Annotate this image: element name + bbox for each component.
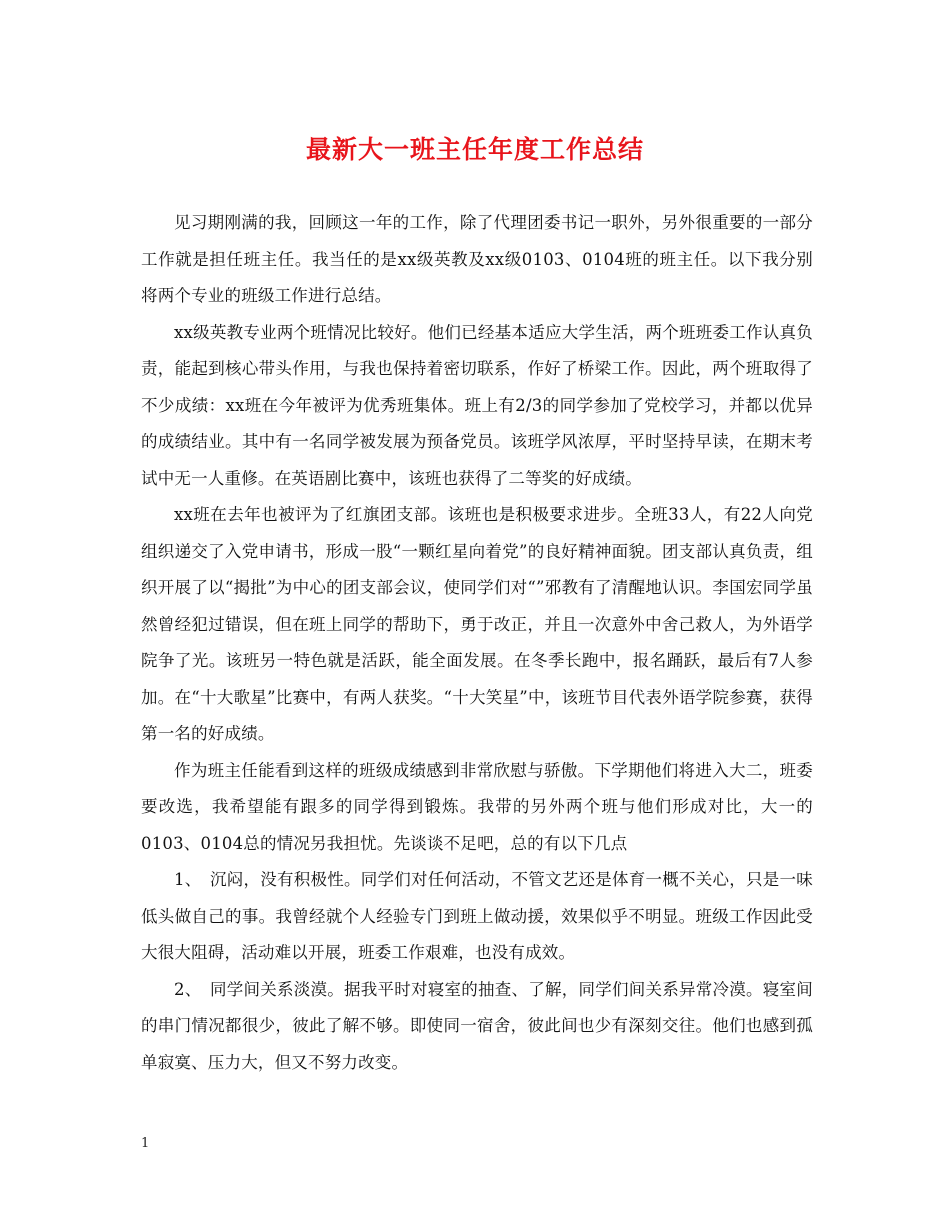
paragraph-4: 作为班主任能看到这样的班级成绩感到非常欣慰与骄傲。下学期他们将进入大二，班委要改选，我希望能有跟多的同学得到锻炼。我带的另外两个班与他们形成对比，大一的0103、0104总的情况另我担忧。先谈谈不足吧，总的有以下几点 xyxy=(141,760,813,853)
paragraph-3: xx班在去年也被评为了红旗团支部。该班也是积极要求进步。全班33人，有22人向党组织递交了入党申请书，形成一股“一颗红星向着党”的良好精神面貌。团支部认真负责，组织开展了以“揭批”为中心的团支部会议，使同学们对“”邪教有了清醒地认识。李国宏同学虽然曾经犯过错误，但在班上同学的帮助下，勇于改正，并且一次意外中舍己救人，为外语学院争了光。该班另一特色就是活跃，能全面发展。在冬季长跑中，报名踊跃，最后有7人参加。在“十大歌星”比赛中，有两人获奖。“十大笑星”中，该班节目代表外语学院参赛，获得第一名的好成绩。 xyxy=(141,505,813,743)
document-body xyxy=(141,205,813,1081)
document-title: 最新大一班主任年度工作总结 xyxy=(305,135,644,164)
paragraph-1: 见习期刚满的我，回顾这一年的工作，除了代理团委书记一职外，另外很重要的一部分工作就是担任班主任。我当任的是xx级英教及xx级0103、0104班的班主任。以下我分别将两个专业的班级工作进行总结。 xyxy=(141,213,813,305)
paragraph-5: 1、 沉闷，没有积极性。同学们对任何活动，不管文艺还是体育一概不关心，只是一味低头做自己的事。我曾经就个人经验专门到班上做动援，效果似乎不明显。班级工作因此受大很大阻碍，活动难以开展，班委工作艰难，也没有成效。 xyxy=(141,870,813,962)
page-number: 1 xyxy=(141,1136,150,1151)
paragraph-6: 2、 同学间关系淡漠。据我平时对寝室的抽查、了解，同学们间关系异常冷漠。寝室间的串门情况都很少，彼此了解不够。即使同一宿舍，彼此间也少有深刻交往。他们也感到孤单寂寞、压力大，但又不努力改变。 xyxy=(141,979,813,1072)
paragraph-2: xx级英教专业两个班情况比较好。他们已经基本适应大学生活，两个班班委工作认真负责，能起到核心带头作用，与我也保持着密切联系，作好了桥梁工作。因此，两个班取得了不少成绩：xx班在今年被评为优秀班集体。班上有2/3的同学参加了党校学习，并都以优异的成绩结业。其中有一名同学被发展为预备党员。该班学风浓厚，平时坚持早读，在期末考试中无一人重修。在英语剧比赛中，该班也获得了二等奖的好成绩。 xyxy=(141,322,813,488)
